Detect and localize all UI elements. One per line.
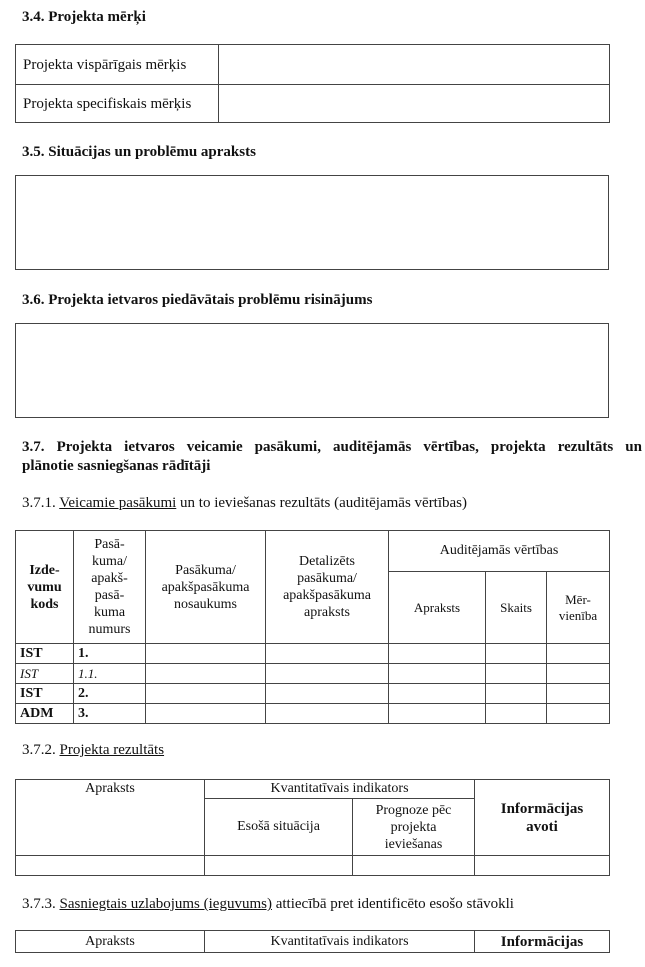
row-number: 2. xyxy=(74,684,146,704)
col-header-code xyxy=(16,531,74,644)
table-row xyxy=(16,664,610,684)
col-header-code-l2: vumu xyxy=(27,579,62,595)
project-results-table xyxy=(15,779,610,876)
col-header-name-l3: nosaukums xyxy=(174,596,237,612)
cell xyxy=(266,644,389,664)
measures-table xyxy=(15,530,610,724)
cell xyxy=(16,856,205,876)
section-3-5-heading: 3.5. Situācijas un problēmu apraksts xyxy=(22,144,256,160)
cell xyxy=(547,684,610,704)
section-3-7-3-title xyxy=(22,895,514,913)
cell xyxy=(486,664,547,684)
col-header-number xyxy=(74,531,146,644)
cell xyxy=(266,684,389,704)
cell xyxy=(353,856,475,876)
cell xyxy=(146,664,266,684)
row-number: 1. xyxy=(74,644,146,664)
col-header-name-l2: apakšpasākuma xyxy=(161,579,250,595)
col-header-name xyxy=(146,531,266,644)
section-3-7-2-title-underlined: Projekta rezultāts xyxy=(59,742,165,758)
section-3-4-heading: 3.4. Projekta mērķi xyxy=(22,9,146,25)
section-3-7-1-title-rest: un to ieviešanas rezultāts (auditējamās vērtības) xyxy=(176,495,468,511)
cell xyxy=(266,664,389,684)
col-header-detail xyxy=(266,531,389,644)
col-header-detail-l1: Detalizēts xyxy=(299,554,355,569)
results-col-info-sources-l1: Informācijas xyxy=(500,800,584,817)
cell xyxy=(146,684,266,704)
col-header-detail-l3: apakšpasākuma xyxy=(283,588,371,603)
col-header-audit-count: Skaits xyxy=(486,572,547,644)
col-header-audit-unit-l2: vienība xyxy=(558,607,598,623)
col-header-code-l3: kods xyxy=(30,596,59,612)
table-row xyxy=(16,684,610,704)
col-header-code-l1: Izde- xyxy=(29,562,60,578)
col-header-number-l6: numurs xyxy=(88,622,131,637)
col-header-number-l5: kuma xyxy=(93,605,126,620)
row-code: IST xyxy=(16,664,74,684)
cell xyxy=(547,704,610,724)
improvement-col-info: Informācijas xyxy=(475,931,610,953)
row-number: 1.1. xyxy=(74,664,146,684)
cell xyxy=(146,704,266,724)
specific-goal-label: Projekta specifiskais mērķis xyxy=(16,85,219,123)
section-3-7-1-num: 3.7.1. xyxy=(22,495,60,511)
col-header-detail-l2: pasākuma/ xyxy=(297,571,357,586)
col-header-number-l2: kuma/ xyxy=(92,554,127,569)
cell xyxy=(389,664,486,684)
results-col-forecast-l3: ieviešanas xyxy=(384,836,443,852)
project-goals-table xyxy=(15,44,610,123)
improvement-col-description: Apraksts xyxy=(16,931,205,953)
cell xyxy=(486,644,547,664)
cell xyxy=(547,644,610,664)
section-3-7-1-title xyxy=(22,494,467,512)
table-row xyxy=(16,644,610,664)
cell xyxy=(486,684,547,704)
results-col-forecast-l1: Prognoze pēc xyxy=(375,802,452,818)
col-header-audit-description: Apraksts xyxy=(389,572,486,644)
specific-goal-value xyxy=(219,85,610,123)
col-header-audit-unit-l1: Mēr- xyxy=(565,591,591,607)
section-3-7-3-num: 3.7.3. xyxy=(22,896,60,912)
row-code: IST xyxy=(16,644,74,664)
section-3-7-heading-line2: plānotie sasniegšanas rādītāji xyxy=(22,458,211,474)
cell xyxy=(389,644,486,664)
cell xyxy=(475,856,610,876)
col-header-name-l1: Pasākuma/ xyxy=(175,562,236,578)
results-col-info-sources-l2: avoti xyxy=(526,818,558,835)
cell xyxy=(547,664,610,684)
cell xyxy=(205,856,353,876)
situation-description-box xyxy=(15,175,609,270)
section-3-7-heading-line1: 3.7. Projekta ietvaros veicamie pasākumi, auditējamās vērtības, projekta rezultāts un xyxy=(22,439,642,455)
results-col-forecast-l2: projekta xyxy=(390,819,437,835)
improvement-col-quant-indicator: Kvantitatīvais indikators xyxy=(205,931,475,953)
section-3-7-2-title xyxy=(22,741,164,759)
col-header-audit-unit xyxy=(547,572,610,644)
col-header-audit-values: Auditējamās vērtības xyxy=(389,531,610,572)
row-code: ADM xyxy=(16,704,74,724)
cell xyxy=(486,704,547,724)
results-col-current: Esošā situācija xyxy=(205,799,353,856)
section-3-6-heading: 3.6. Projekta ietvaros piedāvātais problēmu risinājums xyxy=(22,292,373,308)
col-header-number-l1: Pasā- xyxy=(94,537,125,552)
col-header-number-l4: pasā- xyxy=(94,588,125,603)
cell xyxy=(389,684,486,704)
col-header-detail-l4: apraksts xyxy=(304,605,350,620)
section-3-7-1-title-underlined: Veicamie pasākumi xyxy=(59,495,177,511)
cell xyxy=(266,704,389,724)
section-3-7-3-title-underlined: Sasniegtais uzlabojums (ieguvums) xyxy=(59,896,272,912)
row-code: IST xyxy=(16,684,74,704)
results-col-forecast xyxy=(353,799,475,856)
general-goal-label: Projekta vispārīgais mērķis xyxy=(16,45,219,85)
section-3-7-3-title-rest: attiecībā pret identificēto esošo stāvokli xyxy=(271,896,514,912)
table-row xyxy=(16,704,610,724)
solution-description-box xyxy=(15,323,609,418)
col-header-number-l3: apakš- xyxy=(91,571,128,586)
table-row xyxy=(16,856,610,876)
row-number: 3. xyxy=(74,704,146,724)
results-col-quant-indicator: Kvantitatīvais indikators xyxy=(205,780,475,799)
general-goal-value xyxy=(219,45,610,85)
improvement-table xyxy=(15,930,610,953)
cell xyxy=(146,644,266,664)
results-col-info-sources xyxy=(475,780,610,856)
results-col-description: Apraksts xyxy=(16,780,205,856)
cell xyxy=(389,704,486,724)
section-3-7-2-num: 3.7.2. xyxy=(22,742,60,758)
